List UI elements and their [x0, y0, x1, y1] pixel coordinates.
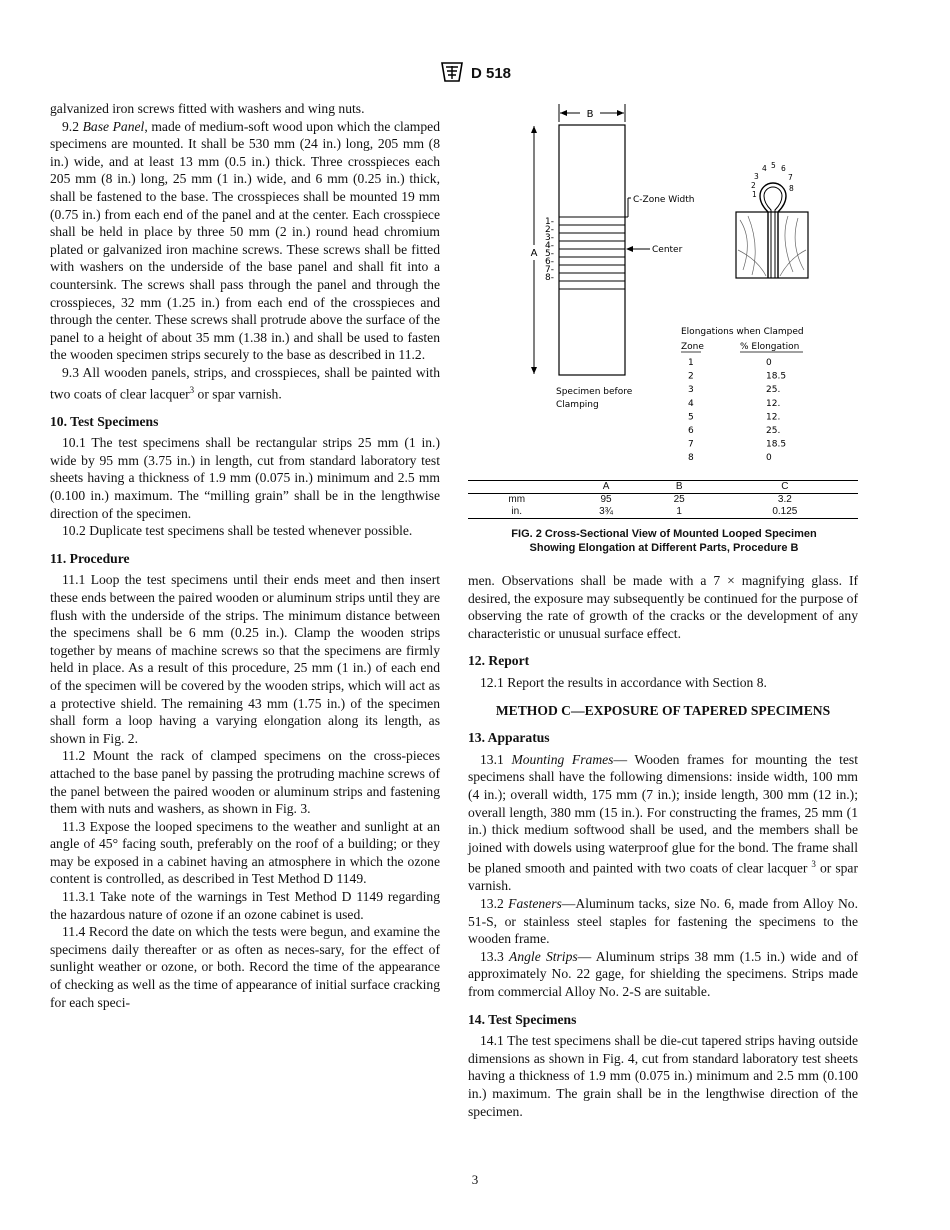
zone-label: 6- [545, 257, 554, 267]
loop-number: 4 [762, 164, 767, 173]
table-cell: 95 [600, 494, 612, 505]
paragraph-text: 9.3 All wooden panels, strips, and crosspieces, shall be painted with two coats of clear lacquer [50, 364, 440, 402]
loop-number: 1 [752, 190, 757, 199]
table-cell: A [565, 481, 646, 494]
paragraph-number: 13.1 [480, 751, 504, 767]
paragraph [50, 118, 440, 364]
paragraph [468, 751, 858, 895]
paragraph [50, 923, 440, 1011]
paragraph-number: 9.2 [62, 118, 79, 134]
loop-number: 3 [754, 172, 759, 181]
paragraph [50, 888, 440, 923]
left-column [50, 100, 440, 1011]
paragraph-text: —Aluminum tacks, size No. 6, made from Alloy No. 51-S, or stainless steel staples for fastening the specimens to the wooden frame. [468, 896, 858, 947]
zone-value: 4 [688, 398, 694, 409]
section-heading: 14. Test Specimens [468, 1011, 577, 1027]
table-cell: C [712, 481, 858, 494]
loop-number: 6 [781, 164, 786, 173]
table-cell [468, 481, 565, 494]
elongation-value: 18.5 [766, 439, 787, 450]
table-cell: 0.125 [712, 506, 858, 519]
center-label: Center [652, 245, 683, 255]
zone-value: 6 [688, 426, 694, 436]
paragraph-text: 11.1 Loop the test specimens until their ends meet and then insert these ends between the paired wooden or aluminum strips until they are flush with the underside of the strips. The minimum distance between the specimens shall be 6 mm (0.25 in.). Clamp the wooden strips together by means of machine screws so that the specimens are firmly held in place. As a result of this procedure, 25 mm (1 in.) of each end of the specimen will be covered by the wooden strips, which will act as a protective shield. The remaining 43 mm (1.75 in.) of the specimen shall form a loop having a varying elongation along its length, as shown in Fig. 2. [50, 572, 440, 746]
looped-specimen-drawing [736, 161, 808, 278]
paragraph-text: or spar varnish. [194, 386, 282, 402]
astm-logo-icon [439, 62, 465, 86]
table-cell: in. [468, 506, 565, 519]
paragraph-text: — Aluminum strips 38 mm (1.5 in.) wide and of approximately No. 22 gage, for shielding the specimens. Strips made from commercial Alloy No. 2-S are suitable. [468, 948, 858, 999]
table-row [468, 494, 858, 507]
col-zone: Zone [681, 342, 704, 352]
page-header [0, 62, 950, 86]
paragraph-text: — Wooden frames for mounting the test specimens shall have the following dimensions: inside width, 100 mm (4 in.); overall width, 175 mm (7 in.); inside length, 300 mm (12 in.); overall length, 380 mm (15 in.). For constructing the frames, 25 mm (1 in.) thick medium softwood shall be used, and the members shall be joined with dowels using waterproof glue for the bond. The frame shall be planed smooth and painted with two coats of clear lacquer [468, 751, 858, 876]
paragraph-text: 11.2 Mount the rack of clamped specimens on the cross-pieces attached to the base panel by passing the protruding machine screws of the panel between the paired wooden or aluminum strips and fastening them with nuts and washers, as shown in Fig. 3. [50, 748, 440, 817]
figure-2-drawing [468, 100, 860, 475]
table-cell: 3.2 [777, 494, 792, 505]
loop-number: 5 [771, 161, 776, 170]
paragraph [50, 747, 440, 817]
caption-line: FIG. 2 Cross-Sectional View of Mounted Looped Specimen [511, 528, 817, 540]
specimen-note-2: Clamping [556, 400, 599, 410]
paragraph-term: Fasteners [508, 896, 562, 912]
right-column [468, 572, 858, 1120]
paragraph-text: or spar varnish. [468, 860, 858, 894]
table-cell: B [647, 481, 712, 494]
zone-label: 1- [545, 217, 554, 227]
specimen-note-1: Specimen before [556, 387, 633, 397]
zone-value: 5 [688, 412, 694, 423]
zone-value: 8 [688, 453, 694, 464]
table-cell: mm [508, 494, 526, 505]
c-zone-label: C-Zone Width [633, 195, 695, 205]
paragraph-text: , made of medium-soft wood upon which the clamped specimens are mounted. It shall be 530 mm (24 in.) long, 205 mm (8 in.) wide, and at least 13 mm (0.5 in.) thick. Three crosspieces each 205 mm (8 in.) long, 25 mm (1 in.) wide, and 6 mm (0.25 in.) thick, shall be fastened to the base. The crosspieces shall be mounted 19 mm (0.75 in.) from each end of the panel and at the center. Each crosspiece shall be held in place by three 50 mm (2 in.) round head chromium plated or galvanized iron machine screws. These screws shall be fitted with washers on the underside of the base panel and shall fit into a countersink. The screws shall pass through the panel and through the crosspieces, 32 mm (1.25 in.) from each end of the crosspieces and through the center. These screws shall protrude above the surface of the panel to a height of about 35 mm (1.38 in.) and shall be used to fasten the wooden specimen strips securely to the base as described in 11.2. [50, 118, 441, 363]
paragraph-text: 11.3 Expose the looped specimens to the weather and sunlight at an angle of 45° facing south, preferably on the roof of a building; or they may be exposed in a cabinet having an atmosphere in which the ozone content is controlled, as described in Test Method D 1149. [50, 818, 440, 887]
elongation-value: 12. [766, 412, 781, 423]
zone-label: 2- [545, 225, 554, 235]
paragraph-text: 10.2 Duplicate test specimens shall be tested whenever possible. [62, 523, 413, 539]
dimensions-table [468, 480, 858, 519]
zone-value: 2 [688, 371, 694, 382]
designation: D 518 [470, 64, 512, 82]
section-heading: 11. Procedure [50, 550, 130, 566]
table-row [468, 481, 858, 494]
loop-number: 7 [788, 173, 793, 182]
table-row [468, 506, 858, 519]
elongation-value: 0 [766, 453, 772, 464]
paragraph [468, 1032, 858, 1120]
section-heading: 10. Test Specimens [50, 413, 159, 429]
col-pct: % Elongation [740, 342, 800, 352]
method-heading: METHOD C—EXPOSURE OF TAPERED SPECIMENS [495, 702, 831, 718]
paragraph-term: Mounting Frames [511, 751, 614, 767]
section-heading: 12. Report [468, 653, 530, 669]
paragraph [468, 674, 858, 692]
zone-label: 5- [545, 249, 554, 259]
label-b: B [586, 109, 594, 120]
table-cell: 1 [647, 506, 712, 519]
paragraph-text: galvanized iron screws fitted with washers and wing nuts. [50, 101, 365, 116]
zone-label: 3- [545, 233, 554, 243]
paragraph [50, 434, 440, 522]
footnote-ref: 3 [189, 384, 195, 395]
caption-line: Showing Elongation at Different Parts, Procedure B [529, 542, 799, 554]
table-cell: 25 [673, 494, 685, 505]
elongation-value: 25. [766, 385, 781, 396]
paragraph [50, 364, 440, 403]
paragraph-number: 13.3 [480, 948, 504, 964]
paragraph [50, 100, 440, 118]
elongation-table-title: Elongations when Clamped [681, 327, 804, 337]
zone-label: 4- [545, 241, 554, 251]
paragraph-text: 12.1 Report the results in accordance with Section 8. [480, 674, 767, 690]
paragraph-term: Angle Strips [509, 948, 578, 964]
paragraph [468, 948, 858, 1001]
label-a: A [530, 248, 538, 259]
paragraph [468, 895, 858, 948]
paragraph-number: 13.2 [480, 896, 504, 912]
loop-number: 2 [751, 181, 756, 190]
section-heading: 13. Apparatus [468, 730, 550, 746]
elongation-value: 12. [766, 398, 781, 409]
figure-caption [468, 527, 860, 555]
paragraph [50, 522, 440, 540]
elongation-value: 18.5 [766, 371, 787, 382]
page-number: 3 [471, 1172, 479, 1187]
zone-value: 1 [688, 358, 694, 368]
paragraph [50, 571, 440, 747]
paragraph-text: 11.3.1 Take note of the warnings in Test Method D 1149 regarding the hazardous nature of ozone if an ozone cabinet is used. [50, 889, 440, 922]
paragraph [468, 572, 858, 642]
zone-value: 3 [688, 385, 694, 396]
elongation-value: 0 [766, 358, 772, 368]
elongation-value: 25. [766, 426, 781, 436]
paragraph-text: 14.1 The test specimens shall be die-cut tapered strips having outside dimensions as shown in Fig. 4, cut from standard laboratory test sheets having a thickness of 1.9 mm (0.075 in.) minimum and 2.5 mm (0.100 in.) maximum. The grain shall be in the lengthwise direction of the specimen. [468, 1033, 858, 1119]
zone-value: 7 [688, 439, 694, 450]
paragraph [50, 818, 440, 888]
zone-label: 8- [545, 273, 554, 283]
paragraph-text: 10.1 The test specimens shall be rectangular strips 25 mm (1 in.) wide by 95 mm (3.75 in.) in length, cut from standard laboratory test sheets having a thickness of 1.9 mm (0.075 in.) minimum and 2.5 mm (0.100 in.) maximum. The “milling grain” shall be in the lengthwise direction of the specimen. [50, 435, 440, 521]
footnote-ref: 3 [811, 859, 816, 870]
paragraph-term: Base Panel [82, 118, 145, 134]
loop-number: 8 [789, 184, 794, 193]
paragraph-text: 11.4 Record the date on which the tests were begun, and examine the specimens daily thereafter or as often as neces-sary, for the effect of sunlight weather or ozone, or both. Record the time of the appearance of checking as well as the time of appearance of initial surface cracking for each speci- [50, 924, 440, 1010]
zone-label: 7- [545, 265, 554, 275]
paragraph-text: men. Observations shall be made with a 7 × magnifying glass. If desired, the exposure may subsequently be continued for the purpose of observing the rate of growth of the cracks or the development of any characteristic or unusual surface effect. [468, 573, 858, 641]
table-cell: 3¾ [565, 506, 646, 519]
